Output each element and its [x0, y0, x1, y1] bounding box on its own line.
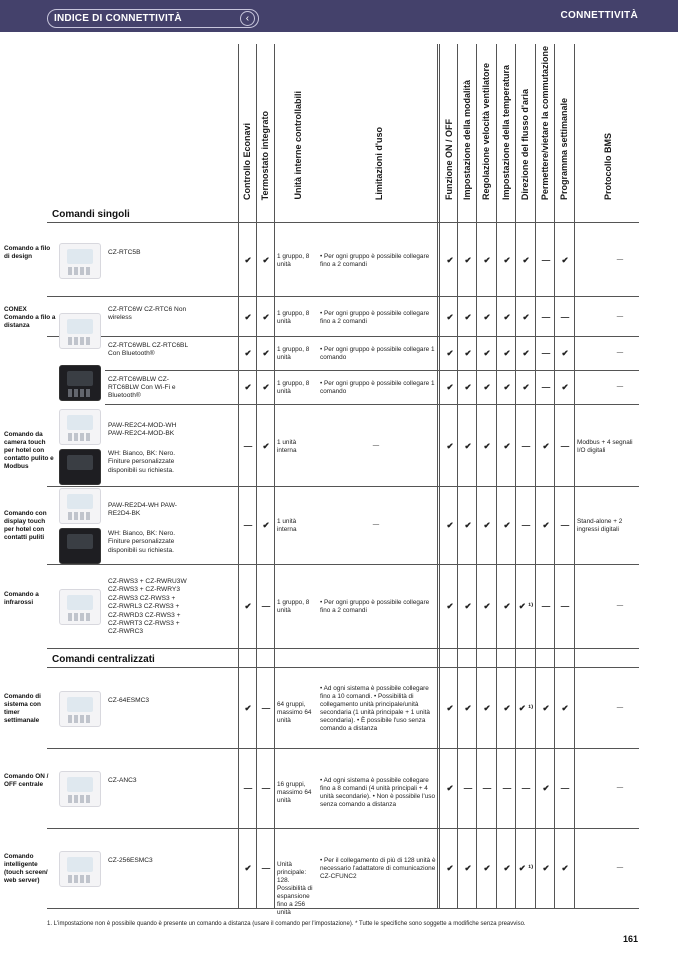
thermostat-value: ✔ [262, 520, 270, 530]
function-value: — [560, 601, 570, 611]
function-value: ✔ [483, 312, 491, 322]
controller-screen [67, 697, 93, 712]
bms-protocol: — [616, 602, 624, 609]
controllable-units: Unità principale: 128. Possibilità di espansione fino a 256 unità [277, 861, 313, 916]
function-value: ✔ [464, 312, 472, 322]
model-code: CZ-RWS3 + CZ-RWRU3W CZ-RWS3 + CZ-RWRY3 CZ-RWS3 CZ-RWS3 + CZ-RWRL3 CZ-RWS3 + CZ-RWRD3 CZ-RWS3 + CZ-RWRT3 CZ-RWS3 + CZ-RWRC3 [108, 578, 187, 636]
column-divider [535, 44, 536, 908]
row-label: Comando da camera touch per hotel con contatto pulito e Modbus [4, 431, 54, 470]
function-value: ✔ [503, 863, 511, 873]
row-divider [47, 486, 639, 487]
group-rule [47, 667, 639, 668]
bms-protocol: — [616, 703, 624, 711]
econavi-value: ✔ [244, 702, 252, 713]
column-header [556, 44, 574, 204]
controller-buttons [68, 433, 92, 441]
controller-image [59, 771, 101, 807]
thermostat-value: ✔ [262, 255, 270, 265]
column-header [257, 44, 275, 204]
group-heading: Comandi centralizzati [52, 654, 155, 665]
function-value: ✔ [446, 783, 454, 793]
controller-image [59, 409, 101, 445]
function-value: — [541, 255, 551, 265]
controller-screen [67, 415, 93, 430]
function-value: — [541, 347, 551, 358]
column-header-label: Regolazione velocità ventilatore [481, 62, 491, 200]
controller-buttons [68, 337, 92, 345]
thermostat-value: ✔ [262, 441, 270, 451]
column-header-label: Limitazioni d'uso [374, 126, 384, 200]
function-value: ✔ [464, 702, 472, 713]
column-header-label: Controllo Econavi [242, 122, 252, 200]
function-value: ✔ [446, 863, 454, 873]
row-label: Comando ON / OFF centrale [4, 773, 49, 788]
usage-limitations: • Per ogni gruppo è possibile collegare 1 comando [320, 345, 435, 361]
row-divider [47, 828, 639, 829]
function-value: — [541, 381, 551, 392]
econavi-value: ✔ [244, 601, 252, 611]
usage-limitations: — [372, 521, 380, 528]
function-value: ✔ [503, 347, 511, 358]
controllable-units: 1 gruppo, 8 unità [277, 599, 310, 614]
controller-screen [67, 494, 93, 509]
usage-limitations: • Per ogni gruppo è possibile collegare fino a 2 comandi [320, 310, 430, 325]
controller-buttons [68, 512, 92, 520]
usage-limitations: • Per ogni gruppo è possibile collegare fino a 2 comandi [320, 599, 430, 614]
model-note: WH: Bianco, BK: Nero. Finiture personalizzate disponibili su richiesta. [108, 450, 176, 474]
function-value: — [560, 783, 570, 793]
function-value: — [541, 601, 551, 611]
bms-protocol: — [616, 382, 624, 390]
function-value: ✔ [503, 441, 511, 451]
bms-protocol: — [616, 784, 624, 791]
column-header-label: Unità interne controllabili [293, 91, 303, 200]
row-label: Comando a infrarossi [4, 591, 39, 606]
row-divider [105, 370, 639, 371]
controller-buttons [68, 389, 92, 397]
econavi-value: — [243, 520, 253, 530]
model-code: CZ-256ESMC3 [108, 857, 153, 864]
function-value: ✔ [503, 702, 511, 713]
function-value: ✔ [483, 520, 491, 530]
row-label: Comando con display touch per hotel con contatti puliti [4, 510, 47, 541]
column-header [441, 44, 459, 204]
function-value: ✔ [483, 255, 491, 265]
function-value: ✔ [446, 255, 454, 265]
thermostat-value: — [261, 601, 271, 611]
controller-screen [67, 371, 93, 386]
controller-image [59, 243, 101, 279]
function-value: ✔ [542, 863, 550, 873]
usage-limitations: • Per il collegamento di più di 128 unità è necessario l'adattatore di comunicazione CZ-CFUNC2 [320, 857, 436, 880]
controller-screen [67, 455, 93, 470]
function-value: ✔ [446, 312, 454, 322]
function-value: — [560, 520, 570, 530]
function-value: ✔ [503, 255, 511, 265]
function-value: ✔ [483, 441, 491, 451]
function-value: ✔ [522, 347, 530, 358]
function-value: ✔ ¹⁾ [518, 601, 534, 611]
row-label: CONEX Comando a filo a distanza [4, 306, 56, 329]
controller-image [59, 313, 101, 349]
model-note: WH: Bianco, BK: Nero. Finiture personalizzate disponibili su richiesta. [108, 530, 176, 554]
function-value: — [541, 312, 551, 322]
function-value: ✔ [503, 520, 511, 530]
index-nav-button[interactable] [47, 9, 259, 28]
usage-limitations: • Ad ogni sistema è possibile collegare fino a 10 comandi. • Possibilità di collegamento unità principale/unità secondaria (1 unità principale + 1 unità secondaria). • È possibile l'uso senza comando a distanza [320, 684, 430, 732]
column-divider [574, 44, 575, 908]
bms-protocol: Stand-alone + 2 ingressi digitali [577, 518, 623, 533]
function-value: ✔ [483, 702, 491, 713]
controller-image [59, 528, 101, 564]
function-value: ✔ ¹⁾ [518, 863, 534, 873]
controllable-units: 1 gruppo, 8 unità [277, 379, 310, 395]
controllable-units: 1 unità interna [277, 439, 297, 454]
footnote: 1. L'impostazione non è possibile quando è presente un comando a distanza (usare il comando per l'impostazione). * Tutte le specifiche sono soggette a modifiche senza preavviso. [47, 921, 526, 927]
function-value: ✔ [446, 601, 454, 611]
function-value: ✔ [446, 702, 454, 713]
row-label: Comando di sistema con timer settimanale [4, 692, 41, 724]
function-value: — [463, 783, 473, 793]
function-value: ✔ [542, 520, 550, 530]
controller-screen [67, 595, 93, 610]
econavi-value: ✔ [244, 255, 252, 265]
controllable-units: 1 gruppo, 8 unità [277, 345, 310, 361]
function-value: ✔ [561, 702, 569, 713]
function-value: ✔ [464, 863, 472, 873]
function-value: ✔ [464, 347, 472, 358]
controllable-units: 64 gruppi, massimo 64 unità [277, 700, 312, 724]
column-divider [437, 44, 438, 908]
controller-screen [67, 249, 93, 264]
function-value: — [521, 783, 531, 793]
bms-protocol: — [616, 348, 624, 356]
econavi-value: ✔ [244, 381, 252, 392]
function-value: ✔ [446, 441, 454, 451]
column-header-label: Programma settimanale [559, 97, 569, 200]
controller-image [59, 365, 101, 401]
column-header-label: Permettere/vietare la commutazione [540, 45, 550, 200]
controller-image [59, 589, 101, 625]
controllable-units: 1 unità interna [277, 518, 297, 533]
model-code: CZ-ANC3 [108, 777, 137, 784]
function-value: ✔ [464, 520, 472, 530]
function-value: ✔ [522, 381, 530, 392]
column-header [600, 44, 618, 204]
column-header [498, 44, 516, 204]
thermostat-value: — [261, 783, 271, 793]
econavi-value: ✔ [244, 312, 252, 322]
column-header-label: Impostazione della modalità [462, 79, 472, 200]
group-rule [47, 222, 639, 223]
usage-limitations: • Ad ogni sistema è possibile collegare fino a 8 comandi (4 unità principali + 4 unità secondarie). • Non è possibile l'uso senza comando a distanza [320, 777, 436, 808]
function-value: — [502, 783, 512, 793]
function-value: ✔ [483, 381, 491, 392]
row-divider [47, 648, 639, 649]
row-divider [47, 336, 639, 337]
bms-protocol: — [616, 864, 624, 871]
model-code: CZ-RTC6WBLW CZ-RTC6BLW Con Wi-Fi e Bluetooth® [108, 375, 176, 400]
row-divider [105, 404, 639, 405]
column-header-label: Impostazione della temperatura [501, 64, 511, 200]
row-label: Comando a filo di design [4, 245, 51, 260]
function-value: ✔ [464, 381, 472, 392]
function-value: ✔ [522, 312, 530, 322]
row-divider [47, 908, 639, 909]
function-value: — [482, 783, 492, 793]
thermostat-value: ✔ [262, 347, 270, 358]
function-value: ✔ ¹⁾ [518, 702, 534, 713]
controller-screen [67, 857, 93, 872]
controller-buttons [68, 267, 92, 275]
usage-limitations: • Per ogni gruppo è possibile collegare fino a 2 comandi [320, 253, 430, 268]
row-divider [47, 564, 639, 565]
econavi-value: ✔ [244, 347, 252, 358]
bms-protocol: — [616, 313, 624, 320]
row-divider [47, 748, 639, 749]
function-value: ✔ [542, 783, 550, 793]
thermostat-value: ✔ [262, 381, 270, 392]
column-header [478, 44, 496, 204]
thermostat-value: — [261, 702, 271, 713]
controller-image [59, 851, 101, 887]
controllable-units: 16 gruppi, massimo 64 unità [277, 781, 312, 804]
function-value: ✔ [446, 347, 454, 358]
column-header-label: Funzione ON / OFF [444, 119, 454, 200]
column-header [537, 44, 555, 204]
function-value: ✔ [483, 601, 491, 611]
function-value: — [521, 441, 531, 451]
function-value: ✔ [503, 601, 511, 611]
function-value: ✔ [561, 255, 569, 265]
function-value: ✔ [561, 347, 569, 358]
controller-buttons [68, 875, 92, 883]
function-value: ✔ [542, 441, 550, 451]
bms-protocol: — [616, 256, 624, 263]
function-value: ✔ [464, 441, 472, 451]
group-heading: Comandi singoli [52, 209, 130, 220]
function-value: ✔ [483, 863, 491, 873]
column-header [290, 44, 308, 204]
column-header [239, 44, 257, 204]
column-header-label: Protocollo BMS [603, 133, 613, 200]
controller-image [59, 449, 101, 485]
row-label: Comando intelligente (touch screen/ web server) [4, 853, 48, 884]
bms-protocol: Modbus + 4 segnali I/O digitali [577, 439, 633, 454]
function-value: ✔ [464, 255, 472, 265]
usage-limitations: — [372, 442, 380, 449]
model-code: CZ-64ESMC3 [108, 696, 150, 704]
model-code: CZ-RTC6WBL CZ-RTC6BL Con Bluetooth® [108, 341, 188, 357]
function-value: — [521, 520, 531, 530]
section-title: CONNETTIVITÀ [560, 10, 638, 21]
thermostat-value: ✔ [262, 312, 270, 322]
controller-screen [67, 319, 93, 334]
econavi-value: — [243, 783, 253, 793]
function-value: — [560, 312, 570, 322]
function-value: ✔ [503, 312, 511, 322]
controller-buttons [68, 715, 92, 723]
thermostat-value: — [261, 863, 271, 873]
function-value: ✔ [542, 702, 550, 713]
row-divider [47, 296, 639, 297]
function-value: ✔ [446, 381, 454, 392]
column-divider [439, 44, 440, 908]
column-header [517, 44, 535, 204]
column-header [459, 44, 477, 204]
column-header-label: Direzione del flusso d'aria [520, 88, 530, 200]
function-value: ✔ [561, 381, 569, 392]
controller-buttons [68, 795, 92, 803]
function-value: ✔ [503, 381, 511, 392]
controller-screen [67, 777, 93, 792]
function-value: ✔ [446, 520, 454, 530]
controller-image [59, 691, 101, 727]
function-value: ✔ [483, 347, 491, 358]
controller-screen [67, 534, 93, 549]
controllable-units: 1 gruppo, 8 unità [277, 310, 310, 325]
model-code: CZ-RTC6W CZ-RTC6 Non wireless [108, 306, 187, 322]
function-value: ✔ [522, 255, 530, 265]
page-number: 161 [623, 934, 639, 944]
econavi-value: ✔ [244, 863, 252, 873]
controllable-units: 1 gruppo, 8 unità [277, 253, 310, 268]
column-header-label: Termostato integrato [260, 110, 270, 200]
controller-buttons [68, 613, 92, 621]
econavi-value: — [243, 441, 253, 451]
column-divider [496, 44, 497, 908]
index-title: INDICE DI CONNETTIVITÀ [54, 13, 182, 24]
function-value: ✔ [561, 863, 569, 873]
back-chevron-icon[interactable]: ‹ [240, 11, 255, 26]
model-code: CZ-RTC5B [108, 249, 141, 256]
function-value: — [560, 441, 570, 451]
model-code: PAW-RE2C4-MOD-WH PAW-RE2C4-MOD-BK [108, 422, 177, 438]
controller-image [59, 488, 101, 524]
function-value: ✔ [464, 601, 472, 611]
model-code: PAW-RE2D4-WH PAW-RE2D4-BK [108, 502, 177, 518]
column-header [371, 44, 389, 204]
usage-limitations: • Per ogni gruppo è possibile collegare 1 comando [320, 379, 435, 395]
